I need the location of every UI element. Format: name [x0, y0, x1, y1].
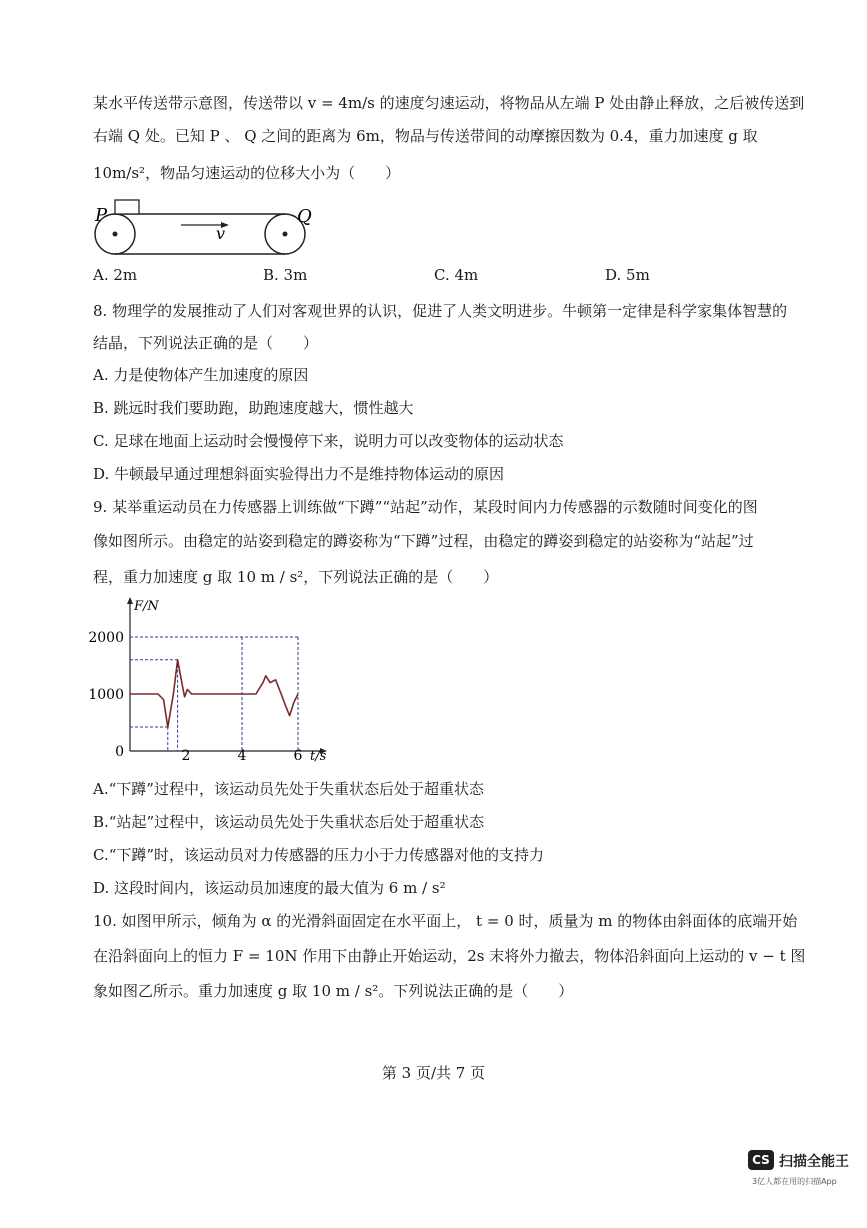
q7-option-b: B. 3m	[263, 266, 308, 284]
y-tick-label-0: 0	[115, 744, 124, 760]
q9-option-a: A.“下蹲”过程中，该运动员先处于失重状态后处于超重状态	[93, 780, 484, 798]
q9-option-d: D. 这段时间内，该运动员加速度的最大值为 6 m / s²	[93, 879, 446, 897]
q7-text-line-3: 10m/s²，物品匀速运动的位移大小为（ ）	[93, 164, 401, 182]
label-q: Q	[297, 206, 312, 227]
q9-option-c: C.“下蹲”时，该运动员对力传感器的压力小于力传感器对他的支持力	[93, 846, 545, 864]
scanner-tagline: 3亿人都在用的扫描App	[752, 1177, 837, 1186]
q8-option-b: B. 跳远时我们要助跑，助跑速度越大，惯性越大	[93, 399, 414, 417]
scanner-app-name: 扫描全能王	[779, 1154, 849, 1170]
q8-text-line-1: 8. 物理学的发展推动了人们对客观世界的认识，促进了人类文明进步。牛顿第一定律是科学家集体智慧的	[93, 302, 788, 320]
q8-option-a: A. 力是使物体产生加速度的原因	[93, 366, 309, 384]
page-footer: 第 3 页/共 7 页	[381, 1064, 486, 1082]
x-tick-label-4: 4	[237, 748, 247, 764]
q7-option-a: A. 2m	[93, 266, 138, 284]
q7-option-d: D. 5m	[605, 266, 650, 284]
q9-text-line-2: 像如图所示。由稳定的站姿到稳定的蹲姿称为“下蹲”过程，由稳定的蹲姿到稳定的站姿称为“站起”过	[93, 532, 754, 550]
q8-option-c: C. 足球在地面上运动时会慢慢停下来，说明力可以改变物体的运动状态	[93, 432, 564, 450]
y-tick-label-1000: 1000	[88, 687, 124, 703]
q9-text-line-1: 9. 某举重运动员在力传感器上训练做“下蹲”“站起”动作，某段时间内力传感器的示数随时间变化的图	[93, 498, 758, 516]
conveyor-belt	[95, 214, 305, 254]
q8-option-d: D. 牛顿最早通过理想斜面实验得出力不是维持物体运动的原因	[93, 465, 505, 483]
q7-option-c: C. 4m	[434, 266, 479, 284]
conveyor-belt-figure	[93, 196, 323, 258]
label-p: P	[95, 205, 108, 226]
q10-text-line-1: 10. 如图甲所示，倾角为 α 的光滑斜面固定在水平面上， t = 0 时，质量为 m 的物体由斜面体的底端开始	[93, 912, 798, 930]
q7-text-line-1: 某水平传送带示意图，传送带以 v = 4m/s 的速度匀速运动，将物品从左端 P 处由静止释放，之后被传送到	[93, 94, 805, 112]
scanner-logo-badge: CS	[748, 1150, 774, 1170]
force-time-chart	[88, 598, 328, 766]
x-tick-label-6: 6	[293, 748, 303, 764]
y-axis-arrow	[127, 597, 133, 604]
y-tick-label-2000: 2000	[88, 630, 124, 646]
q9-text-line-3: 程，重力加速度 g 取 10 m / s²，下列说法正确的是（ ）	[93, 568, 499, 586]
object-box	[115, 200, 139, 214]
q10-text-line-3: 象如图乙所示。重力加速度 g 取 10 m / s²。下列说法正确的是（ ）	[93, 982, 574, 1000]
q8-text-line-2: 结晶，下列说法正确的是（ ）	[93, 334, 319, 352]
x-tick-label-2: 2	[181, 748, 191, 764]
q7-text-line-2: 右端 Q 处。已知 P 、 Q 之间的距离为 6m，物品与传送带间的动摩擦因数为 0.4，重力加速度 g 取	[93, 127, 758, 145]
x-axis-label: t/s	[310, 749, 327, 764]
y-axis-label: F/N	[134, 599, 159, 614]
label-v: v	[216, 224, 226, 243]
q10-text-line-2: 在沿斜面向上的恒力 F = 10N 作用下由静止开始运动，2s 末将外力撤去，物体沿斜面向上运动的 v − t 图	[93, 947, 806, 965]
q9-option-b: B.“站起”过程中，该运动员先处于失重状态后处于超重状态	[93, 813, 485, 831]
force-curve	[130, 660, 298, 727]
